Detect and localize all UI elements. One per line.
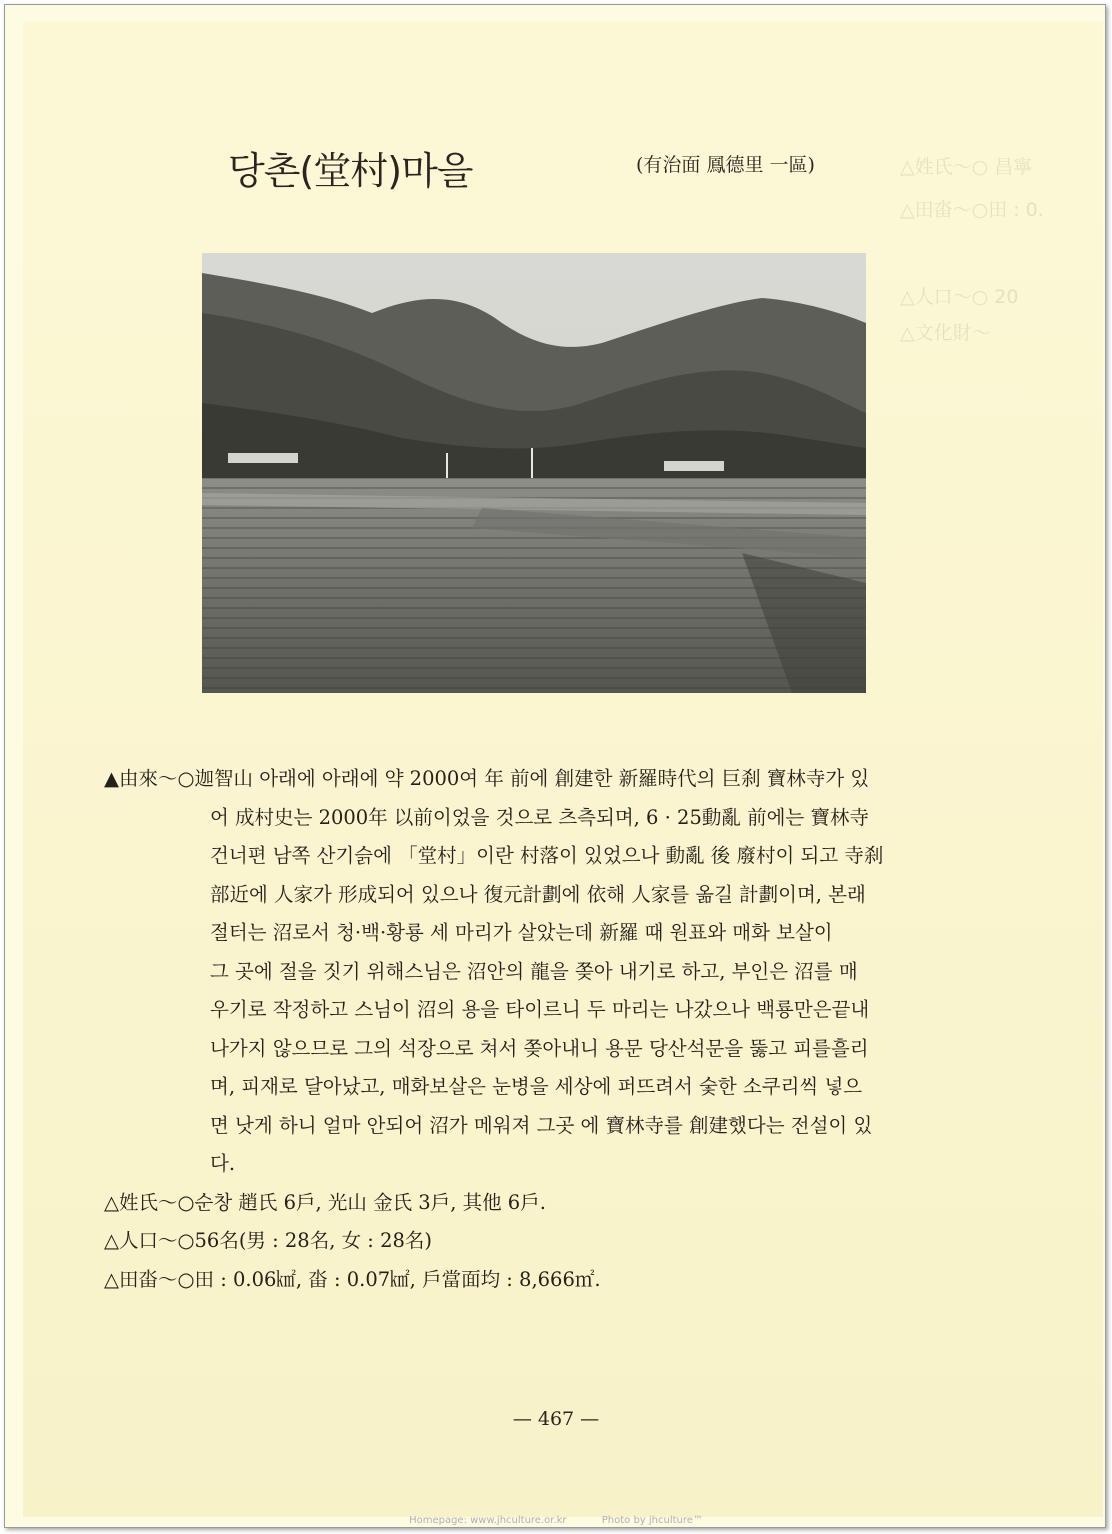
origin-line: 면 낫게 하니 얼마 안되어 沼가 메워져 그곳 에 寶林寺를 創建했다는 전설이 있 bbox=[210, 1113, 873, 1137]
landscape-photo-icon bbox=[202, 253, 866, 693]
stat-value: ○56名(男 : 28名, 女 : 28名) bbox=[177, 1229, 432, 1252]
stat-label: △姓氏～ bbox=[104, 1190, 178, 1214]
origin-line: 건너편 남쪽 산기슭에 「堂村」이란 村落이 있었으나 動亂 後 廢村이 되고 寺刹 bbox=[210, 844, 884, 867]
bleed-through-text: △姓氏～○ 昌寧 bbox=[900, 156, 1033, 178]
stat-farmland bbox=[104, 1261, 1004, 1300]
page-subtitle: (有治面 鳳德里 一區) bbox=[636, 154, 815, 176]
origin-label: ▲由來～ bbox=[104, 767, 178, 790]
footer-photo-credit: Photo by jhculture™ bbox=[601, 1515, 703, 1526]
bleed-through-text: △人口～○ 20 bbox=[900, 286, 1019, 308]
origin-line: ○迦智山 아래에 아래에 약 2000여 年 前에 創建한 新羅時代의 巨刹 寶林寺가 있 bbox=[177, 767, 870, 790]
origin-line: 우기로 작정하고 스님이 沼의 용을 타이르니 두 마리는 나갔으나 백룡만은끝내 bbox=[210, 998, 870, 1021]
footer-homepage: Homepage: www.jhculture.or.kr bbox=[409, 1515, 567, 1526]
origin-first-line bbox=[104, 760, 1004, 799]
stat-label: △田畓～ bbox=[104, 1267, 178, 1291]
page-number: — 467 — bbox=[512, 1408, 600, 1430]
bleed-through-text: △田畓～○田 : 0. bbox=[900, 199, 1044, 221]
origin-line: 部近에 人家가 形成되어 있으나 復元計劃에 依해 人家를 옮길 計劃이며, 본래 bbox=[210, 882, 866, 906]
origin-line: 절터는 沼로서 청·백·황룡 세 마리가 살았는데 新羅 때 원표와 매화 보살이 bbox=[210, 921, 833, 944]
stat-value: ○田 : 0.06㎢, 畓 : 0.07㎢, 戶當面均 : 8,666㎡. bbox=[177, 1267, 601, 1291]
origin-line: 어 成村史는 2000年 以前이었을 것으로 츠측되며, 6 · 25動亂 前에는 寶林寺 bbox=[210, 805, 869, 829]
village-description bbox=[104, 760, 1004, 1299]
origin-line: 며, 피재로 달아났고, 매화보살은 눈병을 세상에 퍼뜨려서 숯한 소쿠리씩 넣으 bbox=[210, 1075, 863, 1098]
origin-line: 다. bbox=[210, 1152, 236, 1175]
stat-surnames bbox=[104, 1184, 1004, 1223]
origin-line: 나가지 않으므로 그의 석장으로 쳐서 쫒아내니 용문 당산석문을 뚫고 피를흘리 bbox=[210, 1036, 869, 1060]
stat-population bbox=[104, 1222, 1004, 1261]
stat-label: △人口～ bbox=[104, 1229, 178, 1252]
bleed-through-text: △文化財～ bbox=[900, 322, 991, 344]
page-title: 당촌(堂村)마을 bbox=[228, 149, 473, 193]
village-photo bbox=[202, 253, 866, 693]
footer bbox=[0, 1515, 1112, 1526]
origin-line: 그 곳에 절을 짓기 위해스님은 沼안의 龍을 쫒아 내기로 하고, 부인은 沼를 매 bbox=[210, 959, 858, 983]
stat-value: ○순창 趙氏 6戶, 光山 金氏 3戶, 其他 6戶. bbox=[177, 1190, 546, 1214]
